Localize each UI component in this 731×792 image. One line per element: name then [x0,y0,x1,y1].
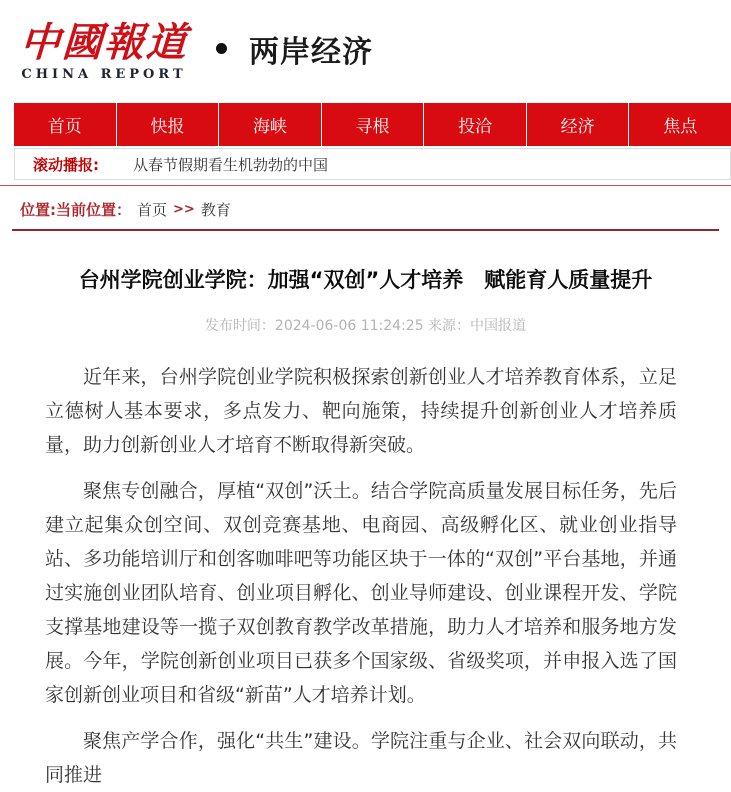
breadcrumb [20,199,731,220]
article-title: 台州学院创业学院：加强“双创”人才培养 赋能育人质量提升 [78,268,653,292]
nav-item-economy[interactable]: 经济 [527,103,630,146]
logo-chinese-text: 中國報道 [18,19,190,66]
broadcast-news-link[interactable]: 从春节假期看生机勃勃的中国 [133,155,329,174]
article-paragraph-2: 聚焦专创融合，厚植“双创”沃土。结合学院高质量发展目标任务，先后建立起集众创空间、双创竞赛基地、电商园、高级孵化区、就业创业指导站、多功能培训厅和创客咖啡吧等功能区块于一体的“双创”平台基地，并通过实施创业团队培育、创业项目孵化、创业导师建设、创业课程开发、学院支撑基地建设等一揽子双创教育教学改革措施，助力人才培养和服务地方发展。今年，学院创新创业项目已获多个国家级、省级奖项，并申报入选了国家创新创业项目和省级“新苗”人才培养计划。 [45,480,677,706]
article-meta: 发布时间：2024-06-06 11:24:25 来源：中国报道 [204,318,527,334]
breadcrumb-home-link[interactable]: 首页 [137,201,168,219]
nav-item-strait[interactable]: 海峡 [219,103,322,146]
article [0,266,731,792]
site-header [0,0,731,103]
bullet-separator-icon [216,43,227,54]
nav-item-roots[interactable]: 寻根 [322,103,425,146]
breadcrumb-prefix: 位置:当前位置： [20,201,131,219]
breadcrumb-current-link[interactable]: 教育 [200,201,231,219]
main-nav [14,103,731,146]
article-paragraph-1: 近年来，台州学院创业学院积极探索创新创业人才培养教育体系，立足立德树人基本要求，多点发力、靶向施策，持续提升创新创业人才培养质量，助力创新创业人才培育不断取得新突破。 [45,366,677,456]
nav-item-investment[interactable]: 投洽 [424,103,527,146]
broadcast-bar [14,148,731,180]
nav-item-focus[interactable]: 焦点 [663,117,698,137]
article-body [45,360,677,792]
section-title: 两岸经济 [249,34,373,70]
article-paragraph-3: 聚焦产学合作，强化“共生”建设。学院注重与企业、社会双向联动，共同推进 [45,730,677,786]
broadcast-label: 滚动播报: [33,155,99,174]
site-logo[interactable] [20,21,188,82]
breadcrumb-separator-icon: >> [173,202,195,217]
content-divider [12,229,719,231]
nav-item-home[interactable]: 首页 [14,103,117,146]
red-hairline-divider [0,185,731,186]
logo-english-text: CHINA REPORT [21,67,187,82]
nav-item-express[interactable]: 快报 [117,103,220,146]
